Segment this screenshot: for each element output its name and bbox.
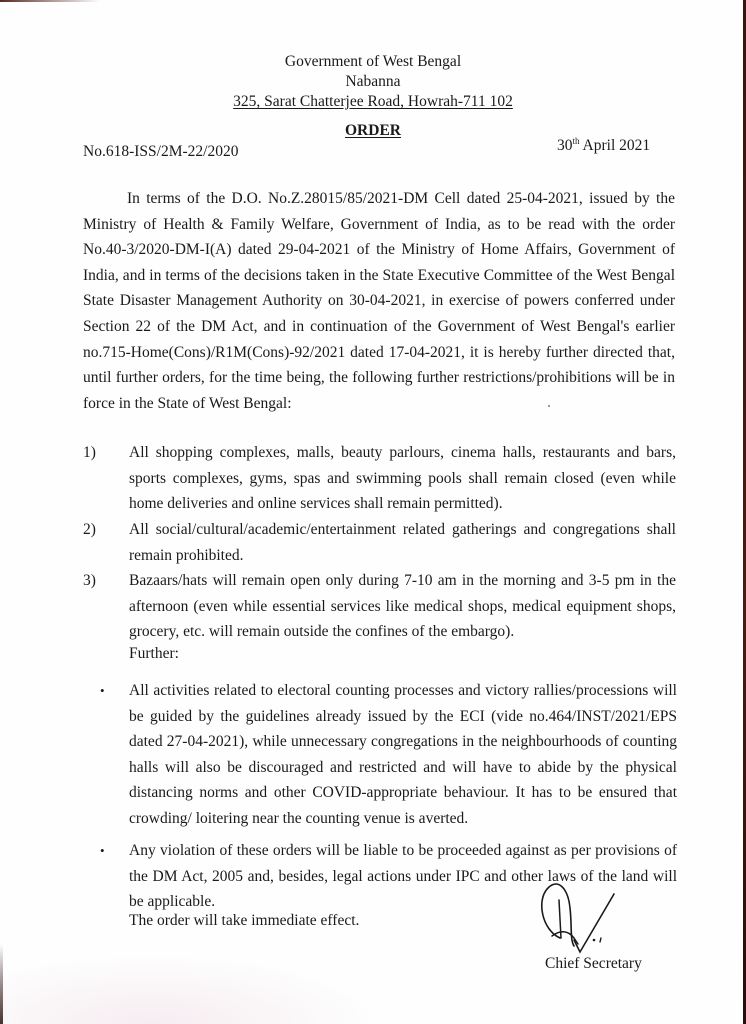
bullet-text: Any violation of these orders will be liable to be proceeded against as per provisions of the DM Act, 2005 and, besides, legal actions under IPC and other laws of the land will be applicable. bbox=[129, 842, 677, 910]
bullet-icon: • bbox=[100, 843, 105, 858]
reference-number: No.618-ISS/2M-22/2020 bbox=[83, 143, 239, 160]
date-suffix: th bbox=[572, 136, 580, 146]
letterhead-address: 325, Sarat Chatterjee Road, Howrah-711 102 bbox=[233, 93, 513, 110]
preamble-paragraph: In terms of the D.O. No.Z.28015/85/2021-DM Cell dated 25-04-2021, issued by the Ministry of Health & Family Welfare, Government of India, as to be read with the order No.40-3/2020-DM-I(A) dated 29-04-2021 of the Ministry of Home Affairs, Government of India, and in terms of the decisions taken in the State Executive Committee of the West Bengal State Disaster Management Authority on 30-04-2021, in exercise of powers conferred under Section 22 of the DM Act, and in continuation of the Government of West Bengal's earlier no.715-Home(Cons)/R1M(Cons)-92/2021 dated 17-04-2021, it is hereby further directed that, until further orders, for the time being, the following further restrictions/prohibitions will be in force in the State of West Bengal: bbox=[83, 190, 675, 412]
letterhead-government: Government of West Bengal bbox=[284, 53, 462, 70]
bullet-text: All activities related to electoral counting processes and victory rallies/processions will be guided by the guidelines already issued by the ECI (vide no.464/INST/2021/EPS dated 27-04-2021), while unnecessary congregations in the neighbourhoods of counting halls will also be discouraged and restricted and will have to abide by the physical distancing norms and other COVID-appropriate behaviour. It has to be ensured that crowding/ loitering near the counting venue is averted. bbox=[129, 682, 677, 827]
closing-statement: The order will take immediate effect. bbox=[129, 912, 360, 929]
signature-icon bbox=[530, 880, 640, 960]
date-day: 30 bbox=[557, 137, 573, 154]
paper-speck bbox=[548, 405, 550, 407]
item-number: 1) bbox=[83, 444, 96, 461]
item-number: 3) bbox=[83, 572, 96, 589]
page-edge-top bbox=[0, 0, 100, 2]
bullet-icon: • bbox=[100, 683, 105, 698]
item-text: All social/cultural/academic/entertainment related gatherings and congregations shall remain prohibited. bbox=[129, 521, 676, 564]
item-number: 2) bbox=[83, 521, 96, 538]
signatory-designation: Chief Secretary bbox=[545, 955, 642, 972]
order-date bbox=[557, 136, 650, 155]
letterhead bbox=[0, 52, 746, 112]
date-month-year: April 2021 bbox=[582, 137, 651, 154]
further-label: Further: bbox=[129, 645, 179, 662]
order-title: ORDER bbox=[345, 122, 401, 139]
paper-stain bbox=[0, 954, 380, 1024]
item-text: All shopping complexes, malls, beauty parlours, cinema halls, restaurants and bars, sports complexes, gyms, spas and swimming pools shall remain closed (even while home deliveries and online services shall remain permitted). bbox=[129, 444, 676, 512]
letterhead-building: Nabanna bbox=[345, 73, 401, 90]
item-text: Bazaars/hats will remain open only during 7-10 am in the morning and 3-5 pm in the afternoon (even while essential services like medical shops, medical equipment shops, grocery, etc. will remain outside the confines of the embargo). bbox=[129, 572, 676, 640]
